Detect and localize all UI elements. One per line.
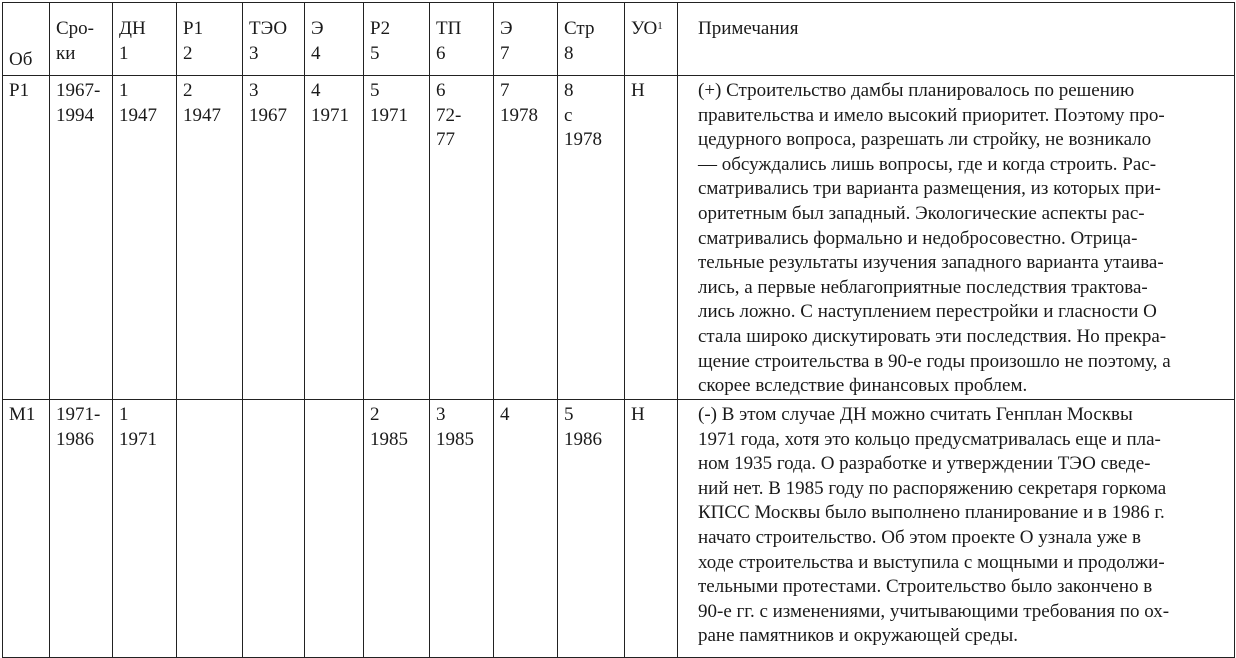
header-r1: Р1 2 — [177, 3, 243, 76]
cell-r2: 2 1985 — [364, 400, 430, 658]
cell-teo: 3 1967 — [243, 76, 305, 400]
cell-sroki: 1971- 1986 — [50, 400, 113, 658]
cell-dn: 1 1971 — [113, 400, 177, 658]
cell-tp: 6 72- 77 — [430, 76, 494, 400]
cell-r1: 2 1947 — [177, 76, 243, 400]
cell-ob: Р1 — [3, 76, 50, 400]
cell-str: 5 1986 — [558, 400, 625, 658]
project-table — [2, 2, 1235, 658]
cell-ob: М1 — [3, 400, 50, 658]
header-str: Стр 8 — [558, 3, 625, 76]
cell-notes: (-) В этом случае ДН можно считать Генплан Москвы 1971 года, хотя это кольцо предусматривалась еще и пла- ном 1935 года. О разработке и утверждении ТЭО сведе- ний нет. В 1985 году по распоряжению секретаря горкома КПСС Москвы было выполнено планирование и в 1986 г. начато строительство. Об этом проекте О узнала уже в ходе строительства и выступила с мощными и продолжи- тельными протестами. Строительство было закончено в 90-е гг. с изменениями, учитывающими требования по ох- ране памятников и окружающей среды. — [678, 400, 1235, 658]
header-sroki: Сро- ки — [50, 3, 113, 76]
header-notes: Примечания — [678, 3, 1235, 76]
table-row — [3, 400, 1235, 658]
cell-r1 — [177, 400, 243, 658]
header-row — [3, 3, 1235, 76]
header-ob: Об — [3, 3, 50, 76]
table-row — [3, 76, 1235, 400]
cell-dn: 1 1947 — [113, 76, 177, 400]
header-uo: $УО^1$ — [625, 3, 678, 76]
header-r2: Р2 5 — [364, 3, 430, 76]
cell-r2: 5 1971 — [364, 76, 430, 400]
cell-uo: Н — [625, 76, 678, 400]
cell-sroki: 1967- 1994 — [50, 76, 113, 400]
cell-e4 — [305, 400, 364, 658]
header-teo: ТЭО 3 — [243, 3, 305, 76]
cell-e4: 4 1971 — [305, 76, 364, 400]
cell-teo — [243, 400, 305, 658]
cell-uo: Н — [625, 400, 678, 658]
cell-tp: 3 1985 — [430, 400, 494, 658]
header-e7: Э 7 — [494, 3, 558, 76]
cell-e7: 7 1978 — [494, 76, 558, 400]
cell-notes: (+) Строительство дамбы планировалось по решению правительства и имело высокий приоритет. Поэтому про- цедурного вопроса, разрешать ли стройку, не возникало — обсуждались лишь вопросы, где и когда строить. Рас- сматривались три варианта размещения, из которых при- оритетным был западный. Экологические аспекты рас- сматривались формально и недобросовестно. Отрица- тельные результаты изучения западного варианта утаива- лись, а первые неблагоприятные последствия трактова- лись ложно. С наступлением перестройки и гласности О стала широко дискутировать эти последствия. Но прекра- щение строительства в 90-е годы произошло не поэтому, а скорее вследствие финансовых проблем. — [678, 76, 1235, 400]
cell-str: 8 с 1978 — [558, 76, 625, 400]
header-dn: ДН 1 — [113, 3, 177, 76]
header-e4: Э 4 — [305, 3, 364, 76]
header-tp: ТП 6 — [430, 3, 494, 76]
cell-e7: 4 — [494, 400, 558, 658]
